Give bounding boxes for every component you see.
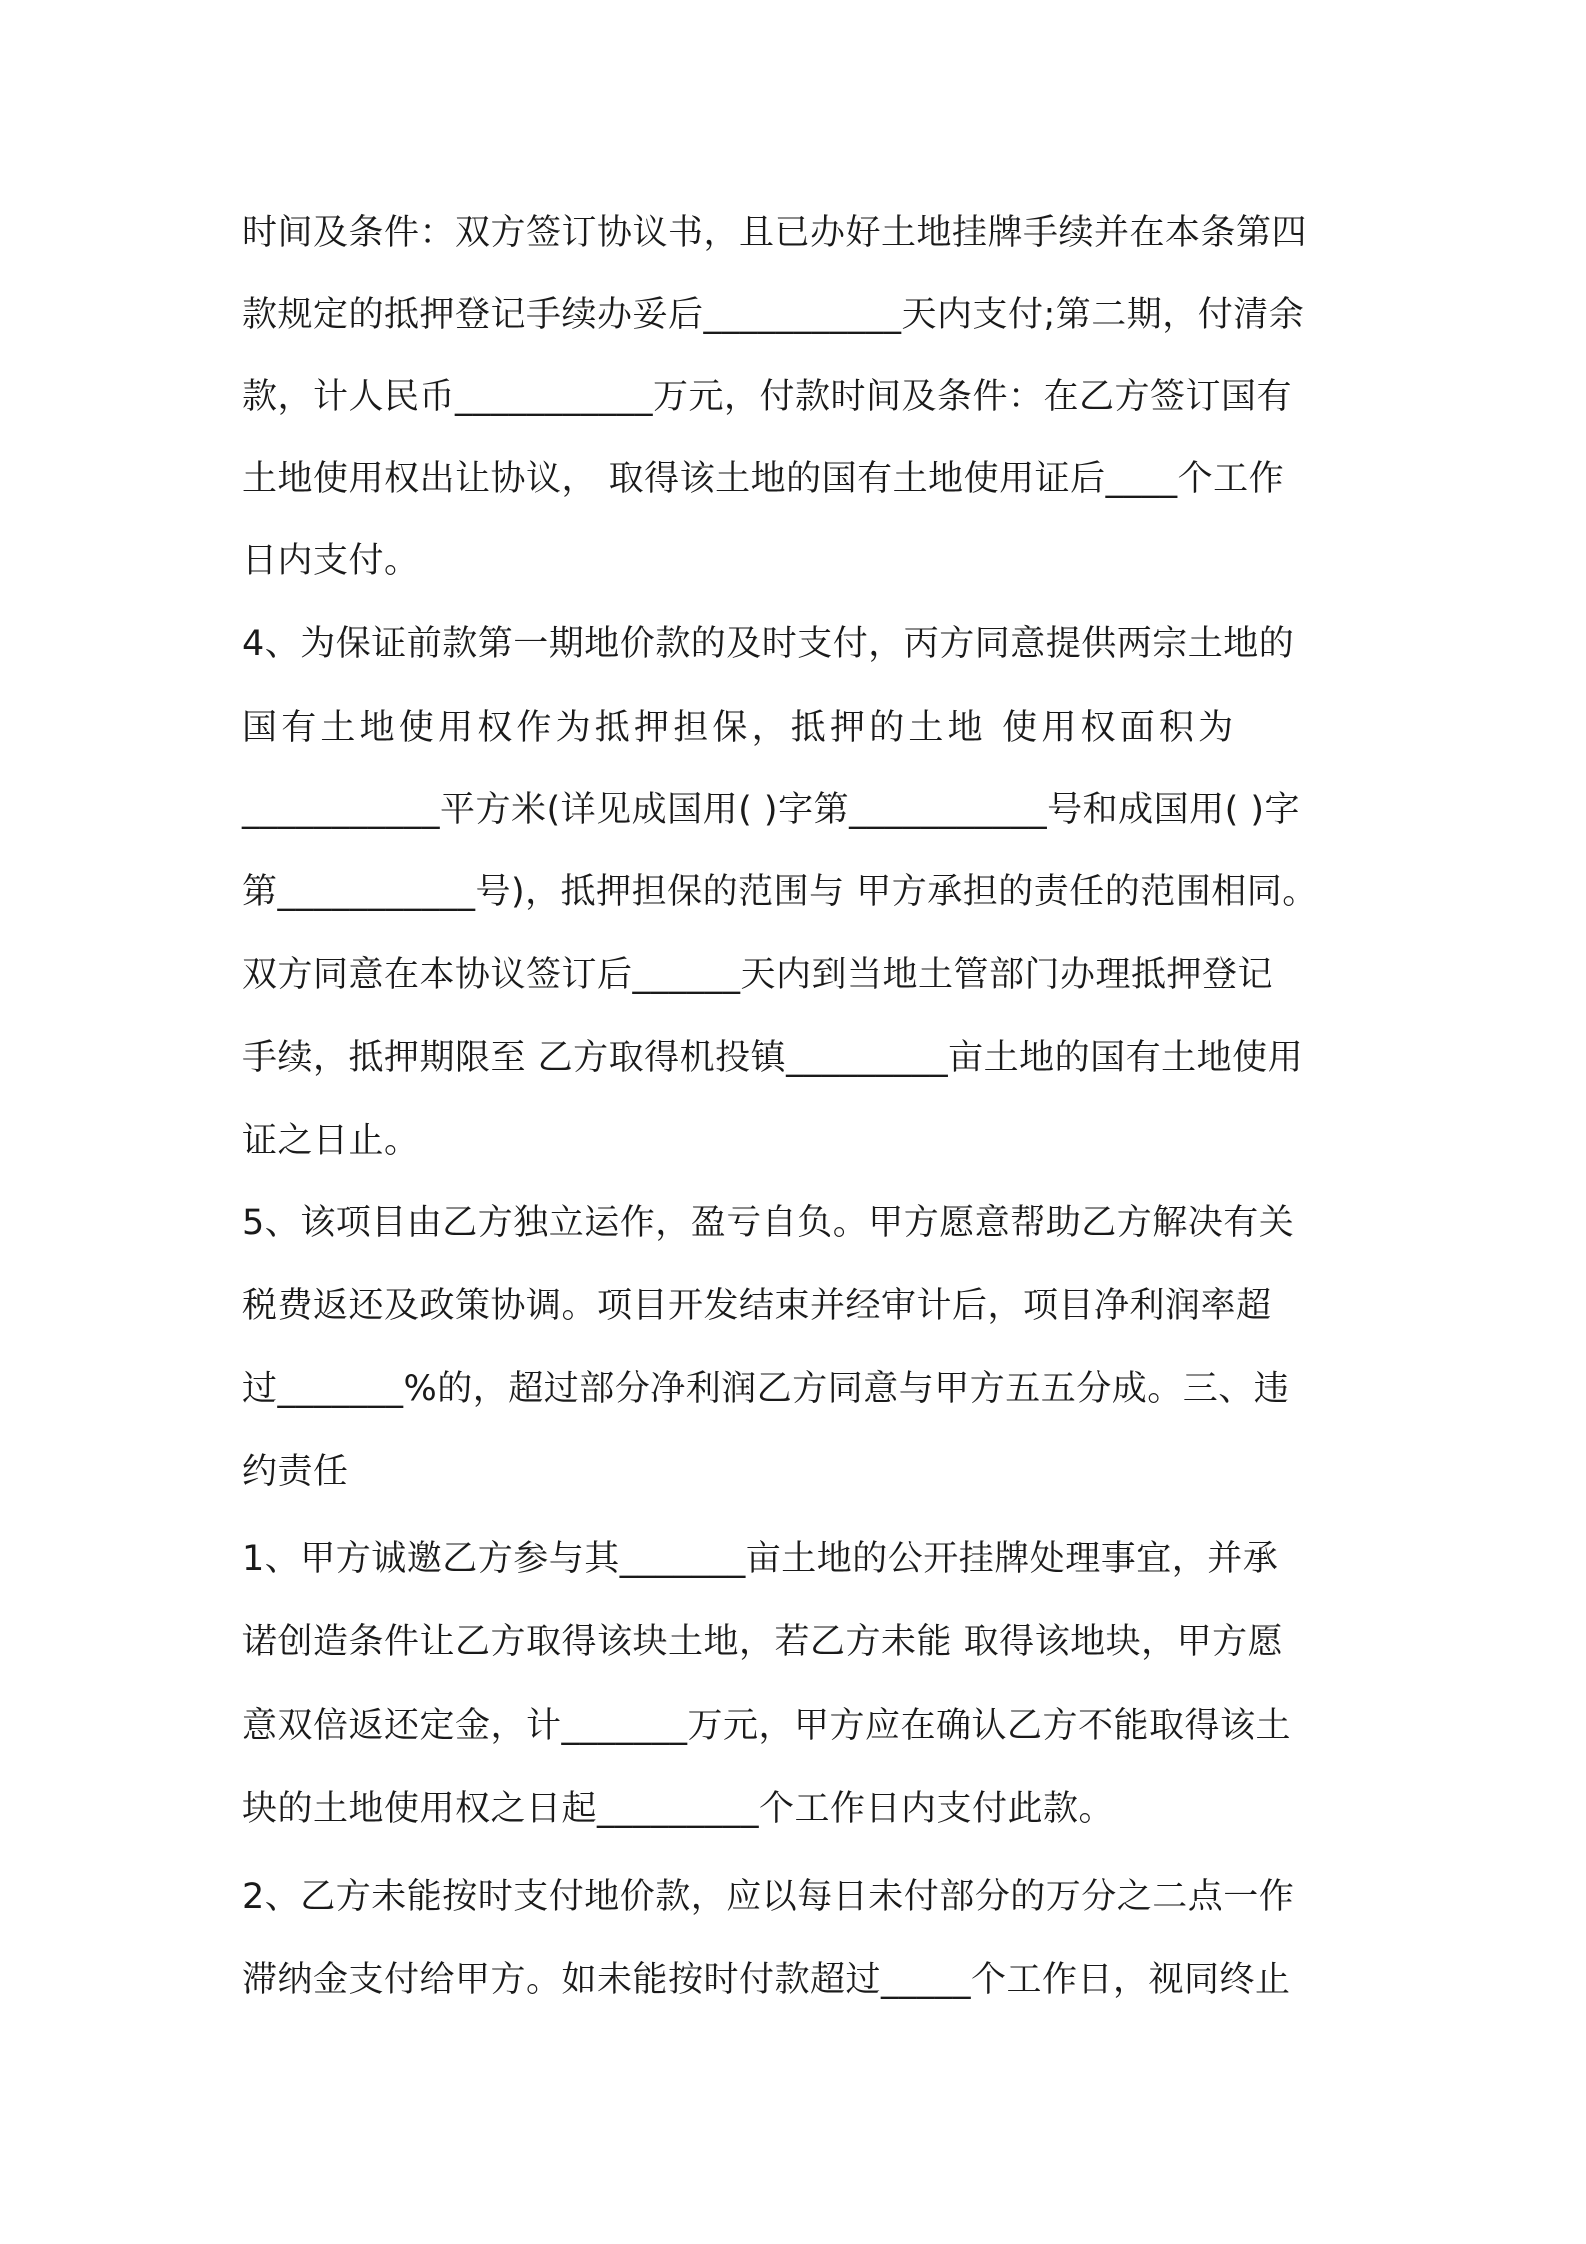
text-line: 块的土地使用权之日起_________个工作日内支付此款。	[242, 1789, 1115, 1829]
text-line: 约责任	[242, 1452, 349, 1492]
text-line: 意双倍返还定金，计_______万元，甲方应在确认乙方不能取得该土	[242, 1706, 1292, 1746]
text-line: 双方同意在本协议签订后______天内到当地土管部门办理抵押登记	[242, 955, 1274, 995]
text-line: 诺创造条件让乙方取得该块土地，若乙方未能 取得该地块，甲方愿	[242, 1622, 1284, 1662]
text-line: 第___________号)，抵押担保的范围与 甲方承担的责任的范围相同。	[242, 872, 1318, 912]
text-line: 5、该项目由乙方独立运作，盈亏自负。甲方愿意帮助乙方解决有关	[242, 1203, 1295, 1243]
text-line: 时间及条件：双方签订协议书，且已办好土地挂牌手续并在本条第四	[242, 213, 1308, 253]
text-line: 滞纳金支付给甲方。如未能按时付款超过_____个工作日，视同终止	[242, 1960, 1291, 2000]
text-line: 税费返还及政策协调。项目开发结束并经审计后，项目净利润率超	[242, 1286, 1272, 1326]
text-line: ___________平方米(详见成国用( )字第___________号和成国用( )字	[242, 790, 1301, 830]
text-line: 手续，抵押期限至 乙方取得机投镇_________亩土地的国有土地使用	[242, 1038, 1304, 1078]
text-line: 证之日止。	[242, 1121, 420, 1161]
text-line: 4、为保证前款第一期地价款的及时支付，丙方同意提供两宗土地的	[242, 624, 1295, 664]
text-line: 日内支付。	[242, 541, 420, 581]
text-line: 1、甲方诚邀乙方参与其_______亩土地的公开挂牌处理事宜，并承	[242, 1539, 1279, 1579]
text-line: 2、乙方未能按时支付地价款，应以每日未付部分的万分之二点一作	[242, 1877, 1295, 1917]
text-line: 土地使用权出让协议， 取得该土地的国有土地使用证后____个工作	[242, 459, 1285, 499]
text-line: 过_______%的，超过部分净利润乙方同意与甲方五五分成。三、违	[242, 1369, 1290, 1409]
text-line: 款规定的抵押登记手续办妥后___________天内支付;第二期，付清余	[242, 295, 1305, 335]
text-line: 款，计人民币___________万元，付款时间及条件：在乙方签订国有	[242, 377, 1293, 417]
text-line: 国有土地使用权作为抵押担保，抵押的土地 使用权面积为	[242, 708, 1238, 748]
